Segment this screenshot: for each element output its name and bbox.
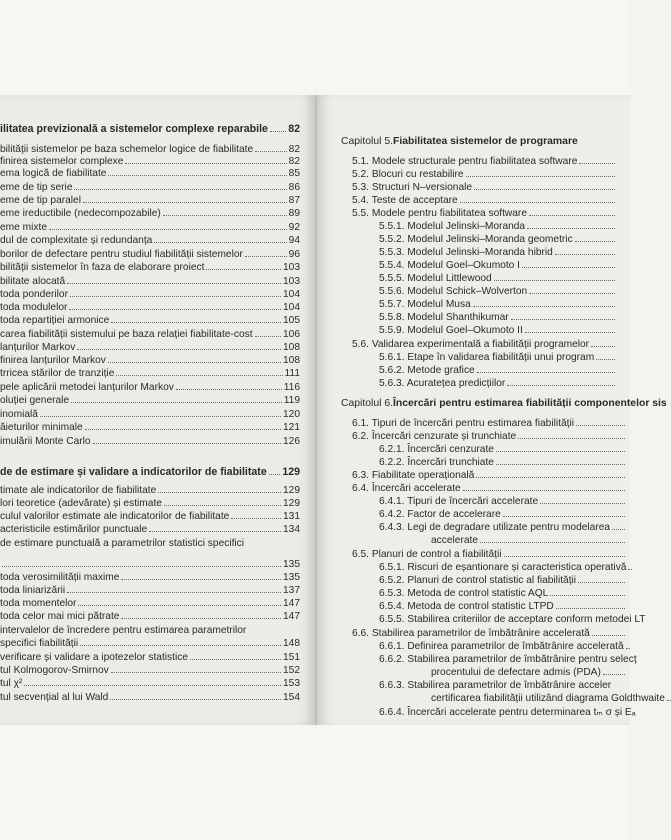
toc-entry-text: toda liniarizării [0, 585, 66, 596]
dot-leader [116, 367, 282, 376]
toc-entry [352, 155, 617, 168]
toc-entry [431, 666, 627, 679]
dot-leader [40, 408, 281, 417]
toc-entry-text: eme mixte [0, 222, 47, 233]
dot-leader [24, 677, 281, 686]
dot-leader [603, 666, 625, 675]
dot-leader [93, 435, 281, 444]
toc-entry-text: borilor de defectare pentru studiul fiabilității sistemelor [0, 249, 243, 260]
toc-entry-text: 5.6.3. Acuratețea predicțiilor [379, 378, 506, 389]
toc-entry [0, 221, 300, 234]
toc-entry-text: 6.5.2. Planuri de control statistic al fiabilității [379, 575, 577, 586]
toc-page-number: 82 [288, 144, 300, 155]
toc-entry-text: 6.4.2. Factor de accelerare [379, 509, 501, 520]
toc-page-number: 121 [283, 422, 300, 433]
toc-entry-text: culul valorilor estimate ale indicatorilor de fiabilitate [0, 511, 230, 522]
toc-page-number: 135 [283, 572, 300, 583]
toc-entry [379, 640, 627, 653]
toc-entry-text: 5.5.1. Modelul Jelinski–Moranda [379, 221, 526, 232]
toc-entry-text: 5.5.8. Modelul Shanthikumar [379, 312, 509, 323]
dot-leader [83, 194, 287, 203]
toc-page-number: 108 [283, 342, 300, 353]
scan-background-top [0, 0, 630, 95]
dot-leader [270, 123, 286, 132]
dot-leader [527, 220, 615, 229]
dot-leader [255, 328, 281, 337]
dot-leader [190, 651, 281, 660]
toc-entry [0, 354, 300, 367]
toc-entry [352, 338, 617, 351]
toc-entry [379, 521, 627, 534]
dot-leader [67, 275, 281, 284]
toc-page-number: 104 [283, 302, 300, 313]
toc-entry [0, 207, 300, 220]
toc-page-number: 119 [283, 395, 300, 406]
dot-leader [125, 155, 286, 164]
dot-leader [504, 548, 626, 557]
dot-leader [592, 627, 625, 636]
toc-page-number: 103 [283, 276, 300, 287]
toc-entry-text: 5.5.7. Modelul Musa [379, 299, 471, 310]
toc-entry-text: 6.5.5. Stabilirea criteriilor de acceptare conform metodei LT [379, 614, 646, 625]
dot-leader [628, 561, 632, 570]
toc-entry [0, 288, 300, 301]
toc-entry-text: toda verosimilității maxime [0, 572, 120, 583]
toc-entry-text: 6.4. Încercări accelerate [352, 483, 461, 494]
dot-leader [626, 640, 630, 649]
toc-entry-text: 5.5.6. Modelul Schick–Wolverton [379, 286, 528, 297]
toc-entry-text: bilitate alocată [0, 276, 66, 287]
toc-entry-text: eme ireductibile (nedecompozabile) [0, 208, 161, 219]
dot-leader [78, 597, 281, 606]
toc-entry-text: acteristicile estimărilor punctuale [0, 524, 148, 535]
dot-leader [529, 285, 615, 294]
toc-entry-text: toda modulelor [0, 302, 68, 313]
toc-entry-text: 5.5.4. Modelul Goel–Okumoto I [379, 260, 521, 271]
toc-entry-text: 6.3. Fiabilitate operațională [352, 470, 475, 481]
dot-leader [245, 248, 287, 257]
dot-leader [476, 469, 625, 478]
toc-entry-text: 6.5.1. Riscuri de eșantionare și caracteristica operativă [379, 562, 627, 573]
toc-entry [0, 367, 300, 380]
dot-leader [2, 558, 281, 567]
toc-entry-text: eme de tip paralel [0, 195, 81, 206]
toc-entry-text: ema logică de fiabilitate [0, 168, 107, 179]
toc-entry-text: de estimare punctuală a parametrilor statistici specifici [0, 538, 245, 549]
dot-leader [49, 221, 287, 230]
dot-leader [612, 521, 625, 530]
toc-entry [379, 259, 617, 272]
toc-entry [379, 272, 617, 285]
toc-entry-text: 6.5. Planuri de control a fiabilității [352, 549, 502, 560]
dot-leader [108, 354, 281, 363]
dot-leader [67, 584, 281, 593]
toc-entry [0, 328, 300, 341]
toc-entry [379, 285, 617, 298]
toc-page-number: 89 [288, 208, 300, 219]
dot-leader [255, 143, 287, 152]
toc-entry-text: tul secvențial al lui Wald [0, 692, 109, 703]
toc-entry-text: 6.5.3. Metoda de control statistic AQL [379, 588, 549, 599]
toc-entry-text: 6.5.4. Metoda de control statistic LTPD [379, 601, 554, 612]
toc-entry [0, 394, 300, 407]
toc-page-number: 126 [283, 436, 300, 447]
toc-entry-text: accelerate [431, 535, 479, 546]
toc-page-number: 148 [283, 638, 300, 649]
scan-background-bottom [0, 725, 630, 840]
toc-page-number: 137 [283, 585, 300, 596]
toc-page-number: 104 [283, 289, 300, 300]
dot-leader [511, 311, 615, 320]
toc-entry [0, 664, 300, 677]
toc-entry [0, 381, 300, 394]
toc-entry [0, 314, 300, 327]
dot-leader [466, 168, 615, 177]
chapter-prefix: Capitolul 6. [341, 398, 393, 409]
toc-entry [0, 558, 300, 571]
toc-entry [0, 421, 300, 434]
toc-entry [0, 597, 300, 610]
toc-entry-text: verificare și validare a ipotezelor statistice [0, 652, 188, 663]
dot-leader [149, 523, 281, 532]
chapter-title: Încercări pentru estimarea fiabilității componentelor sis [392, 398, 667, 409]
toc-page-number: 135 [283, 559, 300, 570]
toc-chapter-heading [0, 123, 300, 136]
toc-entry [379, 364, 617, 377]
dot-leader [74, 181, 286, 190]
toc-entry-text: 5.4. Teste de acceptare [352, 195, 458, 206]
toc-entry [0, 523, 300, 536]
toc-page-number: 152 [283, 665, 300, 676]
dot-leader [525, 324, 615, 333]
dot-leader [473, 298, 615, 307]
dot-leader [121, 571, 281, 580]
dot-leader [503, 508, 625, 517]
toc-entry-text: 5.1. Modele structurale pentru fiabilitatea software [352, 156, 578, 167]
toc-page-number: 103 [283, 262, 300, 273]
dot-leader [496, 456, 625, 465]
toc-entry [0, 537, 300, 550]
toc-page-number: 120 [283, 409, 300, 420]
toc-entry [379, 233, 617, 246]
toc-page-number: 82 [288, 156, 300, 167]
dot-leader [163, 207, 287, 216]
toc-entry [0, 497, 300, 510]
toc-entry [379, 508, 627, 521]
toc-page-number: 105 [283, 315, 300, 326]
dot-leader [231, 510, 281, 519]
toc-entry-text: timate ale indicatorilor de fiabilitate [0, 485, 157, 496]
toc-entry [352, 207, 617, 220]
toc-page-number: 94 [288, 235, 300, 246]
dot-leader [507, 377, 615, 386]
toc-page-number: 129 [282, 466, 300, 478]
toc-entry [352, 627, 627, 640]
left-page [0, 95, 315, 725]
toc-entry [0, 691, 300, 704]
dot-leader [556, 600, 625, 609]
toc-page-number: 108 [283, 355, 300, 366]
toc-entry-text: tul χ² [0, 678, 23, 689]
right-page [317, 95, 667, 725]
toc-entry [352, 181, 617, 194]
toc-entry [352, 482, 627, 495]
toc-page-number: 82 [288, 123, 300, 135]
toc-entry [379, 587, 627, 600]
toc-page-number: 131 [283, 511, 300, 522]
toc-entry-text: 5.5.9. Modelul Goel–Okumoto II [379, 325, 523, 336]
chapter-heading [341, 397, 667, 410]
toc-entry [379, 561, 627, 574]
toc-entry-text: toda repartiției armonice [0, 315, 110, 326]
toc-entry-text: pele aplicării metodei lanțurilor Markov [0, 382, 174, 393]
dot-leader [596, 351, 615, 360]
toc-entry-text: oluției generale [0, 395, 70, 406]
toc-entry [0, 261, 300, 274]
toc-entry-text: bilității sistemelor în faza de elaborare proiect [0, 262, 205, 273]
toc-page-number: 153 [283, 678, 300, 689]
toc-entry-text: procentului de defectare admis (PDA) [431, 667, 601, 678]
toc-entry-text: 6.2.2. Încercări trunchiate [379, 457, 494, 468]
dot-leader [70, 288, 281, 297]
toc-entry [352, 469, 627, 482]
toc-entry [379, 324, 617, 337]
dot-leader [269, 466, 281, 475]
toc-entry [0, 167, 300, 180]
dot-leader [463, 482, 625, 491]
toc-entry [0, 181, 300, 194]
toc-entry [379, 613, 646, 626]
toc-entry [379, 311, 617, 324]
chapter-title: Fiabilitatea sistemelor de programare [392, 136, 578, 147]
dot-leader [176, 381, 282, 390]
dot-leader [154, 234, 286, 243]
toc-page-number: 129 [283, 485, 300, 496]
dot-leader [522, 259, 615, 268]
dot-leader [111, 314, 281, 323]
toc-entry-text: eme de tip serie [0, 182, 73, 193]
dot-leader [77, 341, 281, 350]
toc-entry [379, 600, 627, 613]
toc-page-number: 147 [283, 598, 300, 609]
dot-leader [576, 417, 625, 426]
toc-entry-text: 6.1. Tipuri de încercări pentru estimarea fiabilității [352, 418, 574, 429]
dot-leader [460, 194, 615, 203]
toc-page-number: 151 [283, 652, 300, 663]
dot-leader [579, 155, 615, 164]
toc-page-number: 134 [283, 524, 300, 535]
toc-entry [379, 298, 617, 311]
toc-entry [0, 234, 300, 247]
toc-entry [352, 548, 627, 561]
toc-entry-text: 5.5.3. Modelul Jelinski–Moranda hibrid [379, 247, 553, 258]
toc-entry [379, 706, 636, 719]
toc-entry [352, 417, 627, 430]
toc-entry-text: toda celor mai mici pătrate [0, 611, 120, 622]
dot-leader [121, 610, 281, 619]
toc-page-number: 154 [283, 692, 300, 703]
toc-entry-text: 5.6.2. Metode grafice [379, 365, 475, 376]
dot-leader [529, 207, 615, 216]
toc-entry-text: trricea stărilor de tranziție [0, 368, 115, 379]
dot-leader [80, 637, 281, 646]
toc-entry-text: finirea lanțurilor Markov [0, 355, 106, 366]
toc-entry-text: 5.2. Blocuri cu restabilire [352, 169, 464, 180]
toc-entry [431, 692, 665, 705]
toc-entry-text: 5.5.2. Modelul Jelinski–Moranda geometric [379, 234, 573, 245]
toc-entry [0, 408, 300, 421]
dot-leader [85, 421, 281, 430]
dot-leader [69, 301, 281, 310]
toc-entry-text: specifici fiabilității [0, 638, 79, 649]
toc-entry-text: toda ponderilor [0, 289, 68, 300]
toc-entry [379, 574, 627, 587]
toc-entry-text: bilității sistemelor pe baza schemelor logice de fiabilitate [0, 144, 254, 155]
dot-leader [540, 495, 625, 504]
toc-page-number: 86 [288, 182, 300, 193]
toc-entry-text: certificarea fiabilității utilizând diagrama Goldthwaite [431, 693, 665, 704]
toc-entry-text: 6.6.3. Stabilirea parametrilor de îmbătrânire acceler [379, 680, 612, 691]
toc-entry-text: ăieturilor minimale [0, 422, 83, 433]
toc-entry-text: 6.6.4. Încercări accelerate pentru determinarea tₘ σ și Eₐ [379, 707, 636, 718]
dot-leader [480, 534, 625, 543]
toc-entry-text: toda momentelor [0, 598, 77, 609]
toc-entry-text: lanțurilor Markov [0, 342, 76, 353]
dot-leader [110, 691, 281, 700]
toc-entry [379, 653, 637, 666]
toc-entry [0, 248, 300, 261]
toc-entry [0, 637, 300, 650]
dot-leader [496, 443, 625, 452]
toc-entry [0, 571, 300, 584]
dot-leader [474, 181, 615, 190]
toc-entry-text: 6.4.1. Tipuri de încercări accelerate [379, 496, 539, 507]
toc-entry-text: imulării Monte Carlo [0, 436, 91, 447]
dot-leader [578, 574, 625, 583]
toc-entry [0, 651, 300, 664]
toc-chapter-heading [0, 466, 300, 479]
toc-entry-text: dul de complexitate și redundanța [0, 235, 153, 246]
dot-leader [575, 233, 615, 242]
toc-entry [379, 246, 617, 259]
toc-page-number: 87 [288, 195, 300, 206]
dot-leader [555, 246, 615, 255]
toc-entry-text: 5.3. Structuri N–versionale [352, 182, 473, 193]
toc-page-number: 111 [284, 368, 300, 379]
toc-entry-text: 5.6. Validarea experimentală a fiabilității programelor [352, 339, 590, 350]
toc-entry [379, 220, 617, 233]
toc-entry [352, 430, 627, 443]
toc-entry [0, 194, 300, 207]
toc-entry-text: 6.4.3. Legi de degradare utilizate pentru modelarea [379, 522, 611, 533]
toc-entry [0, 584, 300, 597]
toc-page-number: 92 [288, 222, 300, 233]
toc-entry-text: finirea sistemelor complexe [0, 156, 124, 167]
dot-leader [158, 484, 281, 493]
toc-entry [352, 168, 617, 181]
toc-entry [379, 679, 627, 692]
toc-entry-text: 5.5. Modele pentru fiabilitatea software [352, 208, 527, 219]
dot-leader [71, 394, 282, 403]
toc-entry-text: tul Kolmogorov-Smirnov [0, 665, 109, 676]
toc-entry-text: 6.6.2. Stabilirea parametrilor de îmbătrânire pentru selecț [379, 654, 637, 665]
dot-leader [550, 587, 625, 596]
dot-leader [206, 261, 281, 270]
dot-leader [111, 664, 281, 673]
dot-leader [477, 364, 615, 373]
toc-entry-text: inomială [0, 409, 38, 420]
dot-leader [494, 272, 615, 281]
toc-entry-text: ilitatea previzională a sistemelor complexe reparabile [0, 123, 268, 135]
toc-entry [0, 677, 300, 690]
chapter-heading [341, 135, 641, 148]
toc-page-number: 96 [288, 249, 300, 260]
dot-leader [591, 338, 615, 347]
toc-entry [0, 510, 300, 523]
toc-entry-text: carea fiabilității sistemului pe baza relației fiabilitate-cost [0, 329, 253, 340]
toc-entry-text: 5.6.1. Etape în validarea fiabilității unui program [379, 352, 595, 363]
toc-entry [379, 377, 617, 390]
toc-entry-text: 6.6.1. Definirea parametrilor de îmbătrânire accelerată [379, 641, 624, 652]
toc-entry [0, 484, 300, 497]
toc-page-number: 85 [288, 168, 300, 179]
dot-leader [164, 497, 281, 506]
toc-entry-text: de de estimare și validare a indicatorilor de fiabilitate [0, 466, 267, 478]
toc-entry [0, 435, 300, 448]
dot-leader [518, 430, 625, 439]
toc-entry [379, 351, 617, 364]
toc-entry-text: 6.2.1. Încercări cenzurate [379, 444, 494, 455]
toc-entry [0, 301, 300, 314]
toc-page-number: 116 [283, 382, 300, 393]
toc-page-number: 129 [283, 498, 300, 509]
toc-entry [379, 456, 627, 469]
toc-entry [0, 341, 300, 354]
toc-entry [352, 194, 617, 207]
toc-entry-text: 6.2. Încercări cenzurate și trunchiate [352, 431, 517, 442]
toc-entry-text: lori teoretice (adevărate) și estimate [0, 498, 162, 509]
toc-entry-text: intervalelor de încredere pentru estimarea parametrilor [0, 625, 247, 636]
toc-entry [0, 275, 300, 288]
toc-entry [431, 534, 627, 547]
dot-leader [108, 167, 286, 176]
chapter-prefix: Capitolul 5. [341, 136, 393, 147]
toc-entry-text: 6.6. Stabilirea parametrilor de îmbătrânire accelerată [352, 628, 590, 639]
toc-entry [0, 610, 300, 623]
toc-entry [379, 443, 627, 456]
toc-page-number: 106 [283, 329, 300, 340]
toc-page-number: 147 [283, 611, 300, 622]
toc-entry-text: 5.5.5. Modelul Littlewood [379, 273, 492, 284]
toc-entry [379, 495, 627, 508]
dot-leader [667, 692, 671, 701]
toc-entry [0, 624, 300, 637]
